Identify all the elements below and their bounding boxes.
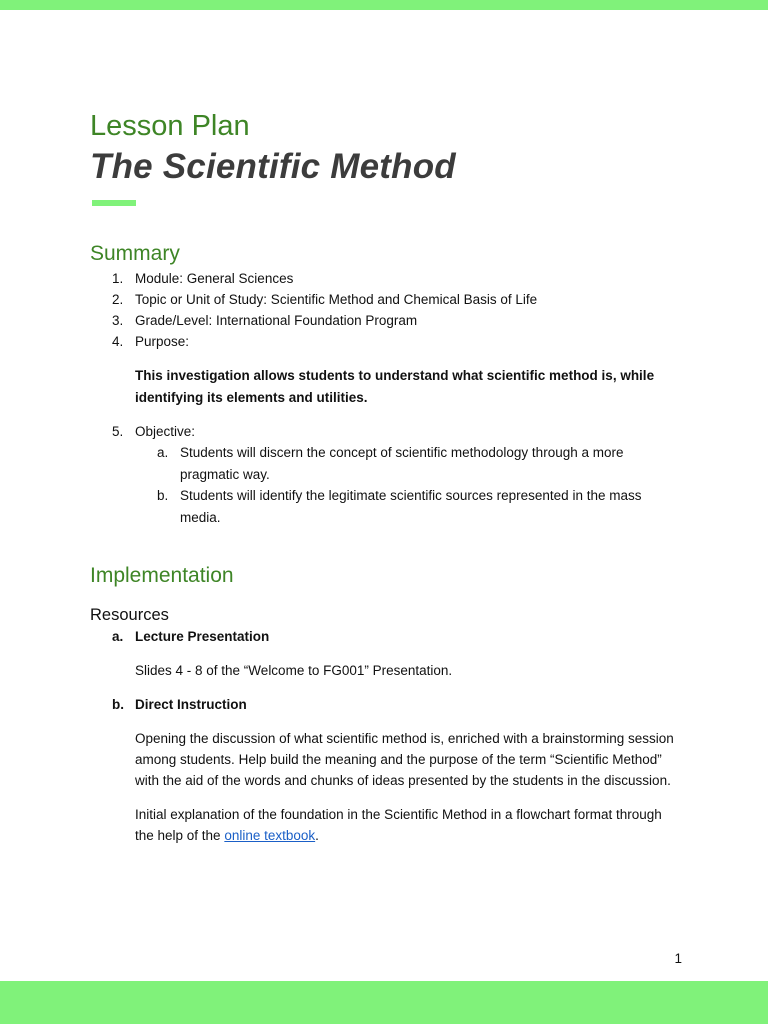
summary-item-module [90,268,680,289]
resource-paragraph-with-link [90,804,680,846]
resources-heading: Resources [90,606,169,624]
list-item-text: Students will identify the legitimate scientific sources represented in the mass media. [180,488,642,525]
page-number: 1 [674,951,682,966]
list-number: 2. [112,292,124,307]
list-number: 1. [112,271,124,286]
list-item-text: Purpose: [135,334,190,349]
list-letter: a. [157,445,169,460]
objective-sublist-wrapper [90,442,680,528]
summary-item-topic [90,289,680,310]
objective-sublist [135,442,680,528]
summary-list [90,268,680,352]
resource-paragraph: Slides 4 - 8 of the “Welcome to FG001” Presentation. [135,663,453,678]
resources-list [90,626,680,647]
list-letter: b. [157,488,169,503]
purpose-description: This investigation allows students to understand what scientific method is, while identifying its elements and utilities. [135,368,655,405]
resources-list-continued [90,694,680,715]
list-item-text: Module: General Sciences [135,271,294,286]
list-item-text: Students will discern the concept of scientific methodology through a more pragmatic way. [180,445,624,482]
list-item-text: Objective: [135,424,196,439]
list-letter: a. [112,629,124,644]
resource-item-direct-instruction [90,694,680,715]
document-content [90,108,680,846]
list-number: 4. [112,334,124,349]
list-item-text: Grade/Level: International Foundation Program [135,313,418,328]
list-number: 3. [112,313,124,328]
list-item-text: Topic or Unit of Study: Scientific Method and Chemical Basis of Life [135,292,538,307]
online-textbook-link[interactable]: online textbook [224,828,316,843]
resource-paragraph: Opening the discussion of what scientific method is, enriched with a brainstorming session among students. Help build the meaning and the purpose of the term “Scientific Method” with the aid of the words and chunks of ideas presented by the students in the discussion. [135,731,674,788]
summary-heading: Summary [90,242,180,265]
top-accent-bar [0,0,768,10]
list-number: 5. [112,424,124,439]
resource-item-lecture [90,626,680,647]
document-title: The Scientific Method [90,147,456,186]
objective-item [135,485,680,528]
objective-list [90,421,680,442]
document-kicker: Lesson Plan [90,110,250,142]
bottom-accent-bar [0,981,768,1024]
objective-item [135,442,680,485]
paragraph-text-end: . [315,828,319,843]
implementation-heading: Implementation [90,564,234,587]
summary-item-objective [90,421,680,442]
resource-title: Direct Instruction [135,697,247,712]
summary-item-grade [90,310,680,331]
paragraph-text: Initial explanation of the foundation in the Scientific Method in a flowchart format through the help of the [135,807,662,843]
resource-title: Lecture Presentation [135,629,270,644]
title-underline-decoration [92,200,136,206]
summary-item-purpose [90,331,680,352]
list-letter: b. [112,697,124,712]
